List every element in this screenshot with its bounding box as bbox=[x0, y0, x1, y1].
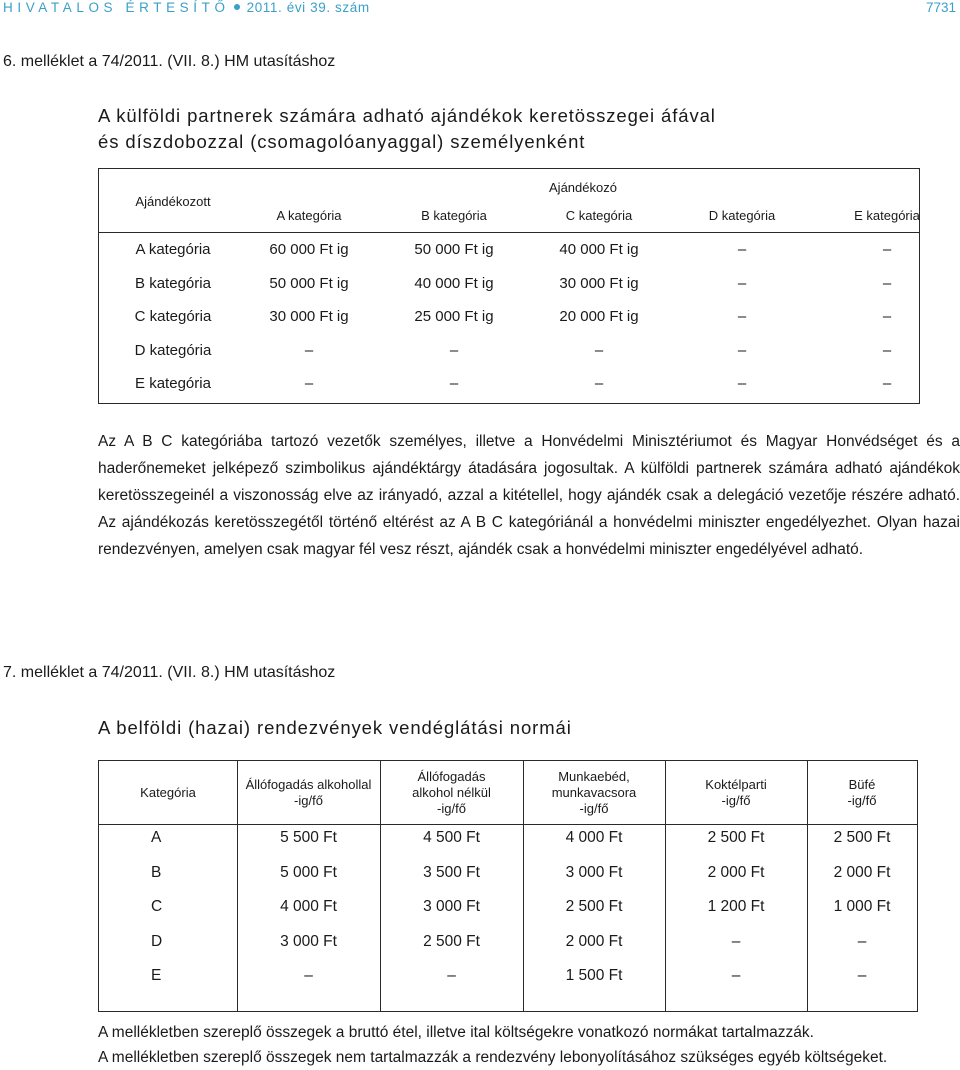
table-cell: 50 000 Ft ig bbox=[414, 241, 494, 258]
page-header bbox=[0, 0, 960, 30]
column-header: E kategória bbox=[854, 208, 920, 223]
table-cell: – bbox=[737, 375, 747, 392]
table-cell: – bbox=[731, 967, 741, 984]
table-cell: 3 000 Ft bbox=[280, 932, 337, 950]
column-header: C kategória bbox=[565, 208, 633, 223]
annex6-title: 6. melléklet a 74/2011. (VII. 8.) HM utasításhoz bbox=[3, 53, 336, 70]
table-cell: – bbox=[882, 241, 892, 258]
table-cell: 25 000 Ft ig bbox=[414, 308, 494, 325]
table-cell: – bbox=[449, 375, 459, 392]
table-cell: 2 500 Ft bbox=[707, 829, 765, 846]
table-cell: 2 500 Ft bbox=[833, 829, 891, 846]
table-cell: 1 500 Ft bbox=[565, 967, 623, 984]
row-label: D kategória bbox=[134, 341, 212, 359]
running-header bbox=[3, 0, 370, 15]
page-number: 7731 bbox=[925, 0, 956, 15]
table-cell: 3 500 Ft bbox=[423, 863, 480, 881]
column-header: Munkaebéd, munkavacsora -ig/fő bbox=[551, 768, 637, 816]
table-cell: – bbox=[882, 308, 892, 325]
row-label: C bbox=[151, 898, 163, 915]
table-cell: 40 000 Ft ig bbox=[559, 241, 639, 258]
table-cell: – bbox=[737, 308, 747, 325]
column-header: Kategória bbox=[140, 784, 196, 800]
table-cell: – bbox=[882, 274, 892, 292]
table-header-divider bbox=[99, 824, 917, 825]
table-cell: – bbox=[882, 375, 892, 392]
column-header: Büfé -ig/fő bbox=[847, 776, 877, 808]
table-cell: 2 000 Ft bbox=[565, 932, 623, 950]
table-cell: – bbox=[731, 932, 741, 950]
row-label: E bbox=[151, 967, 162, 984]
annex6-doc-title bbox=[98, 103, 716, 155]
table-cell: – bbox=[594, 375, 604, 392]
table-cell: – bbox=[737, 274, 747, 292]
issue-label: 2011. évi 39. szám bbox=[246, 0, 370, 15]
table-cell: 2 500 Ft bbox=[423, 932, 480, 950]
row-label: A kategória bbox=[135, 241, 211, 258]
table-cell: – bbox=[737, 341, 747, 359]
column-header: D kategória bbox=[708, 208, 776, 223]
annex7-title: 7. melléklet a 74/2011. (VII. 8.) HM utasításhoz bbox=[3, 664, 336, 681]
table-cell: 2 500 Ft bbox=[565, 898, 623, 915]
row-label: B kategória bbox=[135, 274, 211, 292]
table-cell: 4 500 Ft bbox=[423, 829, 480, 846]
catering-norms-table bbox=[98, 760, 918, 1012]
column-header: A kategória bbox=[276, 208, 342, 223]
annex6-doc-title-line1: A külföldi partnerek számára adható ajándékok keretösszegei áfával bbox=[98, 105, 716, 126]
gift-limits-table bbox=[98, 168, 920, 404]
column-header: Állófogadás alkohollal -ig/fő bbox=[245, 776, 372, 808]
table-cell: 1 000 Ft bbox=[833, 898, 891, 915]
column-header: Koktélparti -ig/fő bbox=[705, 776, 767, 808]
table-header-divider bbox=[99, 232, 919, 233]
column-header: Állófogadás alkohol nélkül -ig/fő bbox=[412, 768, 491, 816]
annex6-paragraph: Az A B C kategóriába tartozó vezetők személyes, illetve a Honvédelmi Minisztériumot és Magyar Honvédséget és a haderőnemeket jelképező szimbolikus ajándéktárgy átadására jogosultak. A külföldi partnerek számára adható ajándékok keretösszegeinél a viszonosság elve az irányadó, azzal a kitétellel, hogy ajándék csak a delegáció vezetője részére adható. Az ajándékozás keretösszegétől történő eltérést az A B C kategóriánál a honvédelmi miniszter engedélyezhet. Olyan hazai rendezvényen, amelyen csak magyar fél vesz részt, ajándék csak a honvédelmi miniszter engedélyével adható. bbox=[98, 433, 960, 558]
recipient-header: Ajándékozott bbox=[135, 194, 211, 209]
table-cell: 4 000 Ft bbox=[565, 829, 623, 846]
row-label: E kategória bbox=[135, 375, 211, 392]
table-cell: 30 000 Ft ig bbox=[559, 274, 639, 292]
table-cell: 3 000 Ft bbox=[565, 863, 623, 881]
giver-header: Ajándékozó bbox=[549, 180, 617, 195]
row-label: A bbox=[151, 829, 162, 846]
table-cell: – bbox=[304, 341, 314, 359]
publication-name: HIVATALOS ÉRTESÍTŐ bbox=[3, 0, 230, 15]
table-cell: 2 000 Ft bbox=[707, 863, 765, 881]
table-cell: 2 000 Ft bbox=[833, 863, 891, 881]
annex7-note-2: A mellékletben szereplő összegek nem tartalmazzák a rendezvény lebonyolításához szükséges egyéb költségeket. bbox=[98, 1049, 888, 1066]
table-cell: – bbox=[857, 932, 867, 950]
table-cell: 3 000 Ft bbox=[423, 898, 480, 915]
row-label: B bbox=[151, 863, 162, 881]
table-cell: – bbox=[857, 967, 867, 984]
table-cell: 1 200 Ft bbox=[707, 898, 765, 915]
table-cell: 5 500 Ft bbox=[280, 829, 337, 846]
bullet-separator-icon bbox=[234, 4, 240, 10]
column-header: B kategória bbox=[421, 208, 487, 223]
table-cell: – bbox=[304, 967, 313, 984]
table-cell: 50 000 Ft ig bbox=[269, 274, 349, 292]
table-cell: – bbox=[594, 341, 604, 359]
table-cell: – bbox=[304, 375, 314, 392]
table-cell: 30 000 Ft ig bbox=[269, 308, 349, 325]
table-cell: – bbox=[447, 967, 456, 984]
row-label: D bbox=[151, 932, 163, 950]
table-cell: 5 000 Ft bbox=[280, 863, 337, 881]
annex6-doc-title-line2: és díszdobozzal (csomagolóanyaggal) személyenként bbox=[98, 131, 586, 152]
table-cell: 60 000 Ft ig bbox=[269, 241, 349, 258]
table-cell: 4 000 Ft bbox=[280, 898, 337, 915]
table-cell: – bbox=[449, 341, 459, 359]
table-cell: – bbox=[882, 341, 892, 359]
table-cell: – bbox=[737, 241, 747, 258]
table-cell: 20 000 Ft ig bbox=[559, 308, 639, 325]
row-label: C kategória bbox=[134, 308, 212, 325]
annex7-doc-title: A belföldi (hazai) rendezvények vendéglátási normái bbox=[98, 717, 572, 738]
annex7-note-1: A mellékletben szereplő összegek a bruttó étel, illetve ital költségekre vonatkozó normákat tartalmazzák. bbox=[98, 1024, 814, 1041]
table-cell: 40 000 Ft ig bbox=[414, 274, 494, 292]
